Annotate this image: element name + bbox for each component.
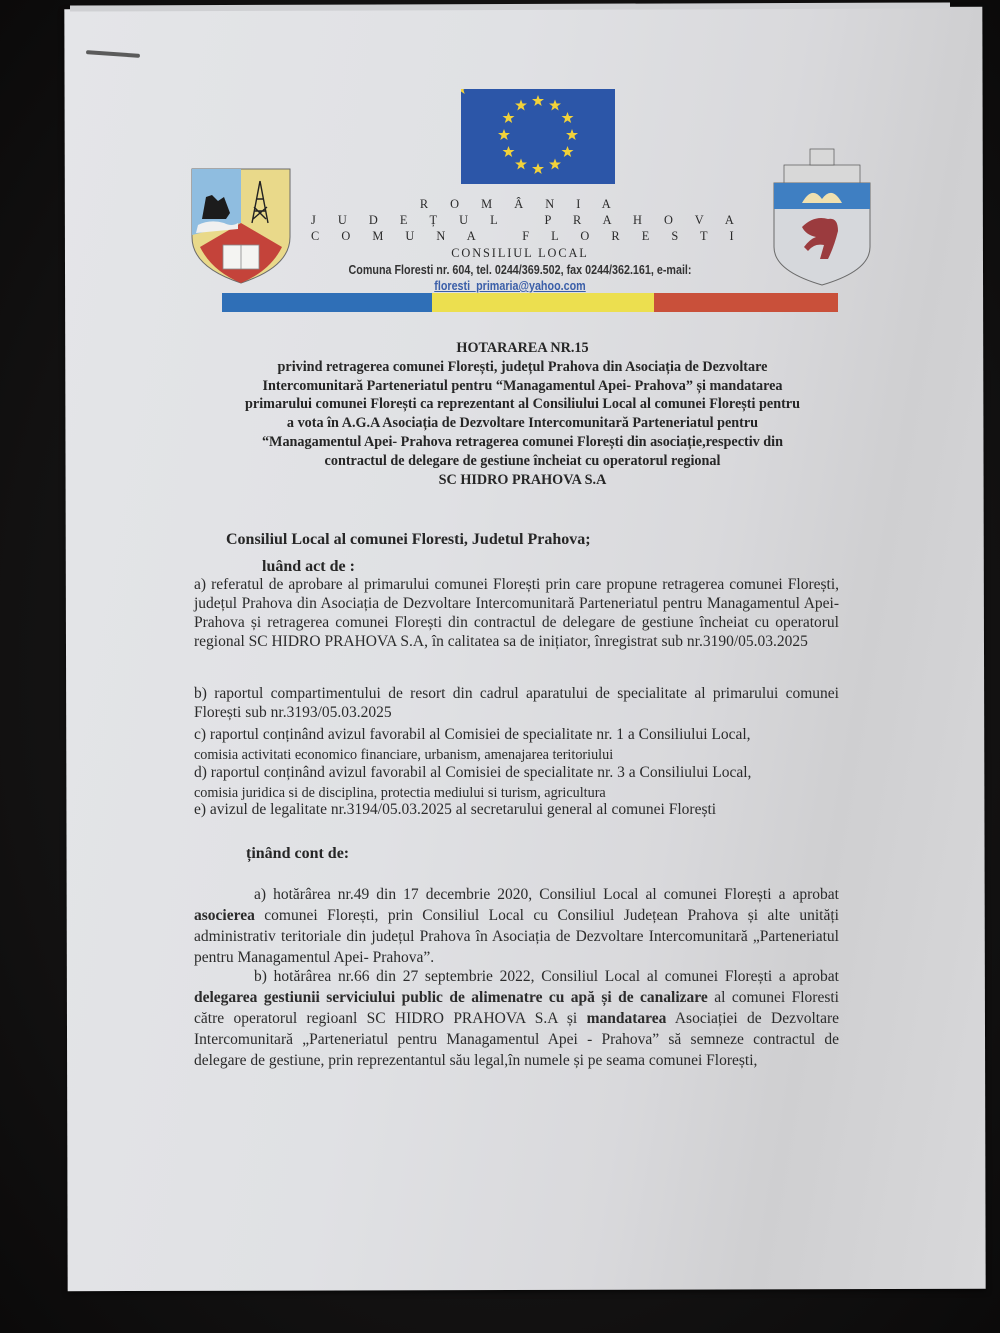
item-c-commission: comisia activitati economico financiare, urbanism, amenajarea teritoriului [194,747,614,763]
item-e-aviz: e) avizul de legalitate nr.3194/05.03.2025 al secretarului general al comunei Florești [194,801,717,818]
floresti-coat-of-arms-icon [772,147,872,287]
council-line: Consiliul Local al comunei Floresti, Judetul Prahova; [226,531,591,548]
consideration-a-bold: asocierea [194,907,255,924]
item-d-commission: comisia juridica si de disciplina, protectia mediului si turism, agricultura [194,785,606,801]
consideration-b-bold-mandatarea: mandatarea [586,1010,667,1027]
decision-title [190,339,855,489]
item-c-raport: c) raportul conținând avizul favorabil al Comisiei de specialitate nr. 1 a Consiliului Local, [194,726,751,743]
consideration-b-text-mid: al comunei Floresti către operatorul regioanl SC HIDRO PRAHOVA S.A și [194,989,839,1027]
title-line: primarului comunei Florești ca reprezentant al Consiliului Local al comunei Florești pentru [245,396,800,413]
title-line: Intercomunitară Parteneriatul pentru “Managamentul Apei- Prahova” și mandatarea [262,377,783,394]
tricolor-red [654,293,838,312]
tricolor-blue [222,293,432,312]
item-d-raport: d) raportul conținând avizul favorabil al Comisiei de specialitate nr. 3 a Consiliului Local, [194,764,752,781]
eu-flag-icon [461,89,615,184]
title-line: “Managamentul Apei- Prahova retragerea comunei Florești din asociație,respectiv din [261,433,784,450]
tinand-cont-heading: ținând cont de: [246,845,350,862]
eu-stars-icon [461,89,615,184]
header-contact: Comuna Floresti nr. 604, tel. 0244/369.502, fax 0244/362.161, e-mail: [348,263,692,277]
header-commune: C O M U N A F L O R E S T I [311,228,744,243]
consideration-a-text: a) hotărârea nr.49 din 17 decembrie 2020, Consiliul Local al comunei Florești a aprobat [254,886,839,903]
title-line: SC HIDRO PRAHOVA S.A [438,471,607,488]
title-line: privind retragerea comunei Florești, județul Prahova din Asociația de Dezvoltare [277,358,768,375]
header-council: CONSILIUL LOCAL [451,245,589,260]
consideration-a [194,884,839,968]
consideration-b [194,966,839,1071]
consideration-b-text-end: Asociației de Dezvoltare Intercomunitară „Parteneriatul pentru Managamentul Apei - Prahova” să semneze contractul de delegare de gestiune, prin reprezentantul său legal,în numele și pe seama comunei Florești, [194,1010,839,1069]
consideration-b-bold: delegarea gestiunii serviciului public de alimenatre cu apă și de canalizare [194,989,708,1006]
title-line: contractul de delegare de gestiune încheiat cu operatorul regional [324,452,721,469]
decision-number: HOTARAREA NR.15 [456,340,589,356]
tricolor-band [222,293,838,312]
tricolor-yellow [432,293,654,312]
header-email-link[interactable]: floresti_primaria@yahoo.com [434,279,586,293]
prahova-coat-of-arms-icon [190,167,292,285]
luand-act-heading: luând act de : [262,558,355,575]
consideration-a-text-end: comunei Florești, prin Consiliul Local cu Consiliul Județean Prahova și alte unități administrativ teritoriale din județul Prahova în Asociația de Dezvoltare Intercomunitară „Parteneriatul pentru Managamentul Apei- Prahova”. [194,907,839,966]
header-country: R O M Â N I A [419,196,621,211]
item-a-referat: a) referatul de aprobare al primarului comunei Florești prin care propune retragerea comunei Florești, județul Prahova din Asociația de Dezvoltare Intercomunitară Parteneriatul pentru Managamentul Apei- Prahova și retragerea comunei Florești din contractul de delegare de gestiune încheiat cu operatorul regional SC HIDRO PRAHOVA S.A, în calitatea sa de inițiator, înregistrat sub nr.3190/05.03.2025 [194,576,839,650]
title-line: a vota în A.G.A Asociația de Dezvoltare Intercomunitară Parteneriatul pentru [286,415,759,432]
header-county: J U D E Ț U L P R A H O V A [311,212,744,227]
consideration-b-text: b) hotărârea nr.66 din 27 septembrie 2022, Consiliul Local al comunei Florești a aprobat [254,968,839,985]
item-b-raport: b) raportul compartimentului de resort din cadrul aparatului de specialitate al primarului comunei Florești sub nr.3193/05.03.2025 [194,685,839,721]
